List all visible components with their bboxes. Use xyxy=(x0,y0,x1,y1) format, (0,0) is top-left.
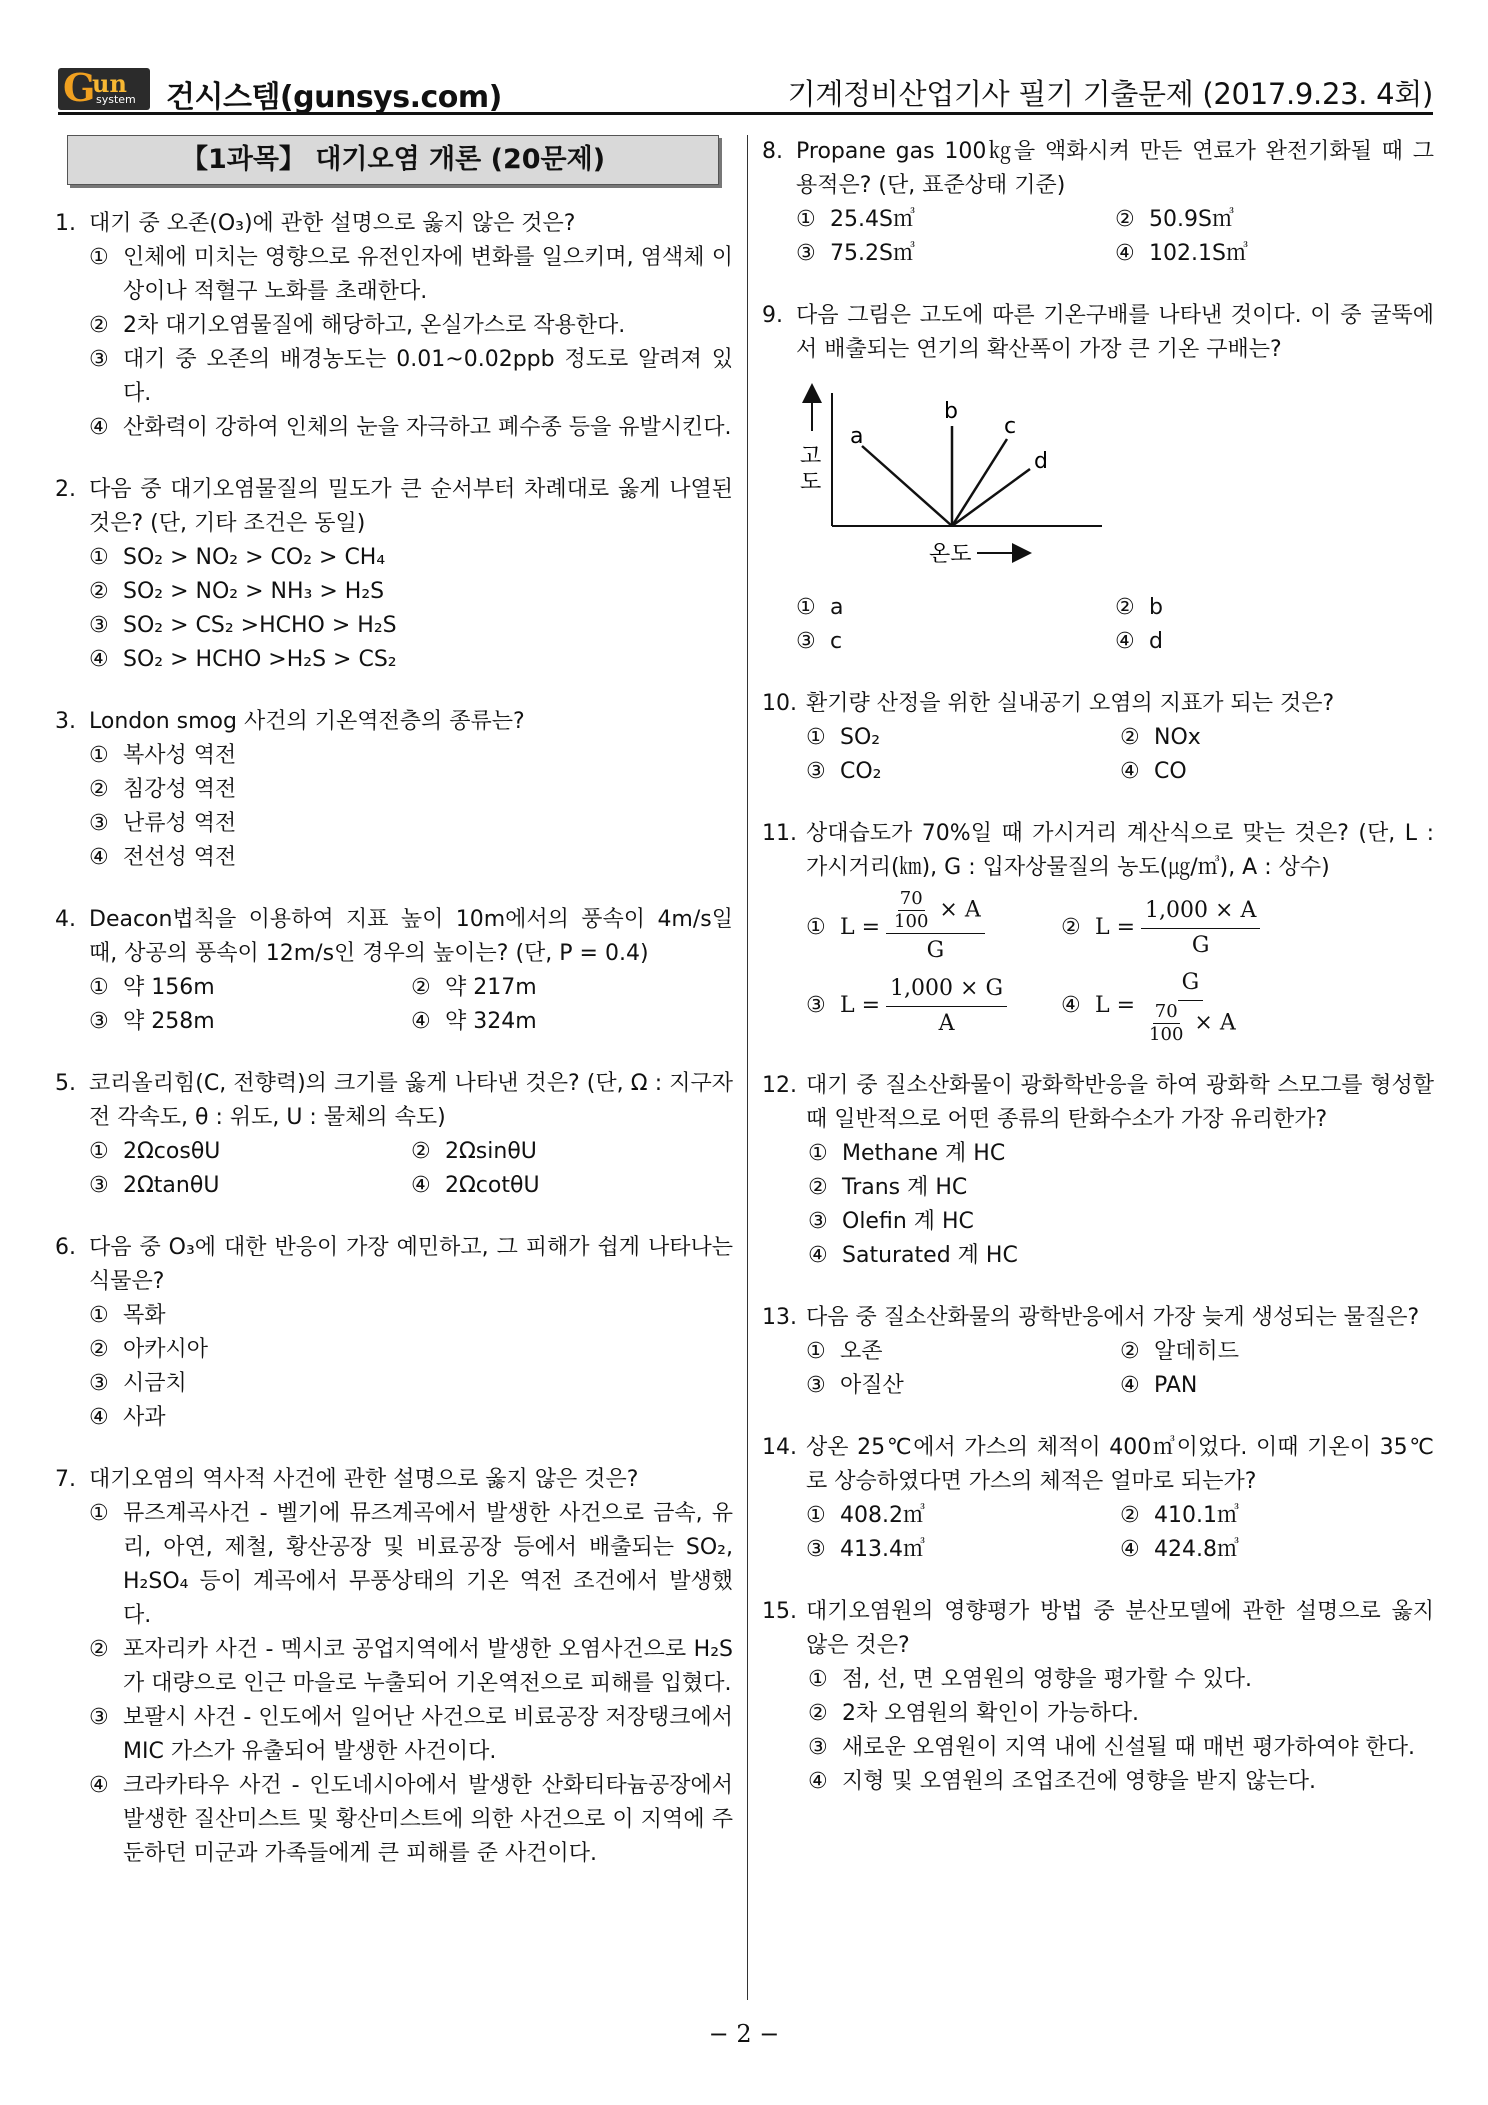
question-4 xyxy=(55,903,733,1039)
option: ④ CO xyxy=(1120,759,1187,784)
option: ① 인체에 미치는 영향으로 유전인자에 변화를 일으키며, 염색체 이상이나 적혈구 노화를 초래한다. xyxy=(89,245,733,304)
option: ① Methane 계 HC xyxy=(808,1141,1006,1166)
option: ③ 대기 중 오존의 배경농도는 0.01~0.02ppb 정도로 알려져 있다. xyxy=(89,347,733,406)
question-text: 대기오염의 역사적 사건에 관한 설명으로 옳지 않은 것은? xyxy=(89,1467,639,1492)
option: ② b xyxy=(1115,595,1163,620)
question-number: 7. xyxy=(55,1467,76,1492)
option: ③ Olefin 계 HC xyxy=(808,1209,974,1234)
option: ① 25.4S㎥ xyxy=(796,207,915,232)
question-5 xyxy=(55,1067,733,1203)
exam-title: 기계정비산업기사 필기 기출문제 (2017.9.23. 4회) xyxy=(787,77,1433,111)
line-label-c: c xyxy=(1004,414,1017,439)
option: ② SO₂ > NO₂ > NH₃ > H₂S xyxy=(89,579,385,604)
option: ③ 보팔시 사건 - 인도에서 일어난 사건으로 비료공장 저장탱크에서 MIC 가스가 유출되어 발생한 사건이다. xyxy=(89,1705,733,1764)
question-number: 1. xyxy=(55,211,76,236)
option: ② 50.9S㎥ xyxy=(1115,207,1234,232)
formula-option-1: ① L = $\frac{70}{100}$ × A G xyxy=(806,893,1061,963)
page-number: − 2 − xyxy=(708,2020,780,2048)
question-10 xyxy=(762,687,1434,789)
question-text: 상대습도가 70%일 때 가시거리 계산식으로 맞는 것은? (단, L : 가시거리(㎞), G : 입자상물질의 농도(㎍/㎥), A : 상수) xyxy=(806,821,1434,880)
option: ① 복사성 역전 xyxy=(89,743,237,768)
option: ④ d xyxy=(1115,629,1163,654)
option-grid xyxy=(762,1499,1434,1567)
x-axis-label: 온도 xyxy=(929,542,972,567)
line-label-d: d xyxy=(1034,449,1048,474)
option: ③ 아질산 xyxy=(806,1373,904,1398)
site-name: 건시스템(gunsys.com) xyxy=(166,80,502,115)
question-15 xyxy=(762,1595,1434,1799)
option-grid xyxy=(762,721,1434,789)
option: ④ 산화력이 강하여 인체의 눈을 자극하고 폐수종 등을 유발시킨다. xyxy=(89,415,732,440)
option: ② 침강성 역전 xyxy=(89,777,237,802)
question-number: 4. xyxy=(55,907,76,932)
option: ① 408.2㎥ xyxy=(806,1503,925,1528)
temperature-gradient-diagram xyxy=(792,381,1112,581)
question-8 xyxy=(762,135,1434,271)
question-2 xyxy=(55,473,733,677)
option-grid xyxy=(762,203,1434,271)
question-text: 환기량 산정을 위한 실내공기 오염의 지표가 되는 것은? xyxy=(806,691,1335,716)
option: ② 2차 대기오염물질에 해당하고, 온실가스로 작용한다. xyxy=(89,313,626,338)
question-text: Deacon법칙을 이용하여 지표 높이 10m에서의 풍속이 4m/s일 때, 상공의 풍속이 12m/s인 경우의 높이는? (단, P = 0.4) xyxy=(89,907,733,966)
question-text: 대기 중 질소산화물이 광화학반응을 하여 광화학 스모그를 형성할 때 일반적으로 어떤 종류의 탄화수소가 가장 유리한가? xyxy=(806,1073,1434,1132)
option: ① 뮤즈계곡사건 - 벨기에 뮤즈계곡에서 발생한 사건으로 금속, 유리, 아연, 제철, 황산공장 및 비료공장 등에서 배출되는 SO₂, H₂SO₄ 등이 계곡에서 무풍상태의 기온 역전 조건에서 발생했다. xyxy=(89,1501,733,1628)
logo-subtitle: system xyxy=(96,93,136,106)
option: ④ 424.8㎥ xyxy=(1120,1537,1239,1562)
logo-letters: un xyxy=(92,69,127,98)
question-13 xyxy=(762,1301,1434,1403)
question-number: 11. xyxy=(762,821,797,846)
option: ④ 크라카타우 사건 - 인도네시아에서 발생한 산화티타늄공장에서 발생한 질산미스트 및 황산미스트에 의한 사건으로 이 지역에 주둔하던 미군과 가족들에게 큰 피해를 준 사건이다. xyxy=(89,1773,733,1866)
question-1 xyxy=(55,207,733,445)
question-number: 8. xyxy=(762,139,783,164)
option: ③ 2ΩtanθU xyxy=(89,1173,220,1198)
option: ④ 사과 xyxy=(89,1405,166,1430)
option: ③ 난류성 역전 xyxy=(89,811,237,836)
option: ③ c xyxy=(796,629,843,654)
question-6 xyxy=(55,1231,733,1435)
question-text: 대기오염원의 영향평가 방법 중 분산모델에 관한 설명으로 옳지 않은 것은? xyxy=(806,1599,1434,1658)
option: ① 오존 xyxy=(806,1339,883,1364)
option: ① SO₂ xyxy=(806,725,881,750)
formula-option-2: ② L = $\frac{1,000 \times A}{G}$ xyxy=(1061,893,1316,963)
option-grid xyxy=(55,1135,733,1203)
option: ④ Saturated 계 HC xyxy=(808,1243,1018,1268)
question-number: 10. xyxy=(762,691,797,716)
formula-option-4: ④ L = G $\frac{70}{100}$ × A xyxy=(1061,971,1316,1041)
option: ② 약 217m xyxy=(411,975,537,1000)
question-text: 다음 그림은 고도에 따른 기온구배를 나타낸 것이다. 이 중 굴뚝에서 배출되는 연기의 확산폭이 가장 큰 기온 구배는? xyxy=(796,303,1434,362)
question-text: London smog 사건의 기온역전층의 종류는? xyxy=(89,709,525,734)
y-axis-label-1: 고 xyxy=(800,444,822,469)
option: ③ 시금치 xyxy=(89,1371,187,1396)
option-grid xyxy=(55,971,733,1039)
question-text: 대기 중 오존(O₃)에 관한 설명으로 옳지 않은 것은? xyxy=(89,211,576,236)
option: ④ 102.1S㎥ xyxy=(1115,241,1248,266)
question-7 xyxy=(55,1463,733,1871)
right-column xyxy=(762,135,1434,1827)
question-number: 5. xyxy=(55,1071,76,1096)
option: ④ 지형 및 오염원의 조업조건에 영향을 받지 않는다. xyxy=(808,1769,1316,1794)
option-grid xyxy=(762,591,1434,659)
question-14 xyxy=(762,1431,1434,1567)
line-label-b: b xyxy=(944,399,958,424)
question-text: 코리올리힘(C, 전향력)의 크기를 옳게 나타낸 것은? (단, Ω : 지구자전 각속도, θ : 위도, U : 물체의 속도) xyxy=(89,1071,733,1130)
option: ② 포자리카 사건 - 멕시코 공업지역에서 발생한 오염사건으로 H₂S가 대량으로 인근 마을로 누출되어 기온역전으로 피해를 입혔다. xyxy=(89,1637,733,1696)
option: ① 2ΩcosθU xyxy=(89,1139,221,1164)
option: ③ 75.2S㎥ xyxy=(796,241,915,266)
option: ③ 약 258m xyxy=(89,1009,215,1034)
question-text: 다음 중 O₃에 대한 반응이 가장 예민하고, 그 피해가 쉽게 나타나는 식물은? xyxy=(89,1235,733,1294)
option: ④ SO₂ > HCHO >H₂S > CS₂ xyxy=(89,647,397,672)
question-number: 15. xyxy=(762,1599,797,1624)
gradient-line-a xyxy=(862,446,952,526)
option: ③ 413.4㎥ xyxy=(806,1537,925,1562)
option: ① 약 156m xyxy=(89,975,215,1000)
formula-option-3: ③ L = $\frac{1,000 \times G}{A}$ xyxy=(806,971,1061,1041)
option: ② 아카시아 xyxy=(89,1337,209,1362)
option: ③ 새로운 오염원이 지역 내에 신설될 때 매번 평가하여야 한다. xyxy=(808,1735,1415,1760)
option: ① 점, 선, 면 오염원의 영향을 평가할 수 있다. xyxy=(808,1667,1252,1692)
option: ④ 2ΩcotθU xyxy=(411,1173,540,1198)
question-number: 3. xyxy=(55,709,76,734)
option-grid xyxy=(762,1335,1434,1403)
question-number: 9. xyxy=(762,303,783,328)
formula-options xyxy=(762,888,1434,1045)
question-number: 2. xyxy=(55,477,76,502)
option: ② 410.1㎥ xyxy=(1120,1503,1239,1528)
question-3 xyxy=(55,705,733,875)
question-12 xyxy=(762,1069,1434,1273)
question-text: 상온 25℃에서 가스의 체적이 400㎥이었다. 이때 기온이 35℃로 상승하였다면 가스의 체적은 얼마로 되는가? xyxy=(806,1435,1434,1494)
option: ① SO₂ > NO₂ > CO₂ > CH₄ xyxy=(89,545,386,570)
gradient-line-d xyxy=(952,469,1030,526)
question-text: 다음 중 질소산화물의 광학반응에서 가장 늦게 생성되는 물질은? xyxy=(806,1305,1420,1330)
question-9 xyxy=(762,299,1434,659)
gunsystem-logo xyxy=(58,68,150,110)
page-header xyxy=(58,66,1433,115)
logo-letter: G xyxy=(63,68,96,110)
option: ② 알데히드 xyxy=(1120,1339,1240,1364)
option: ② Trans 계 HC xyxy=(808,1175,968,1200)
option: ② NOx xyxy=(1120,725,1201,750)
question-text: Propane gas 100㎏을 액화시켜 만든 연료가 완전기화될 때 그 용적은? (단, 표준상태 기준) xyxy=(796,139,1434,198)
option: ② 2ΩsinθU xyxy=(411,1139,537,1164)
y-axis-label-2: 도 xyxy=(800,470,822,495)
line-label-a: a xyxy=(850,424,864,449)
option: ① 목화 xyxy=(89,1303,166,1328)
gradient-line-c xyxy=(952,439,1007,526)
option: ③ SO₂ > CS₂ >HCHO > H₂S xyxy=(89,613,397,638)
option: ③ CO₂ xyxy=(806,759,882,784)
question-number: 6. xyxy=(55,1235,76,1260)
option: ① a xyxy=(796,595,844,620)
option: ④ 전선성 역전 xyxy=(89,845,237,870)
option: ④ 약 324m xyxy=(411,1009,537,1034)
question-number: 12. xyxy=(762,1073,797,1098)
gradient-svg xyxy=(792,381,1112,581)
left-column xyxy=(55,135,733,1899)
question-11 xyxy=(762,817,1434,1045)
option: ④ PAN xyxy=(1120,1373,1198,1398)
question-text: 다음 중 대기오염물질의 밀도가 큰 순서부터 차례대로 옳게 나열된 것은? (단, 기타 조건은 동일) xyxy=(89,477,733,536)
column-divider xyxy=(747,135,748,2000)
question-number: 13. xyxy=(762,1305,797,1330)
section-title: 【1과목】 대기오염 개론 (20문제) xyxy=(67,135,719,185)
option: ② 2차 오염원의 확인이 가능하다. xyxy=(808,1701,1139,1726)
question-number: 14. xyxy=(762,1435,797,1460)
